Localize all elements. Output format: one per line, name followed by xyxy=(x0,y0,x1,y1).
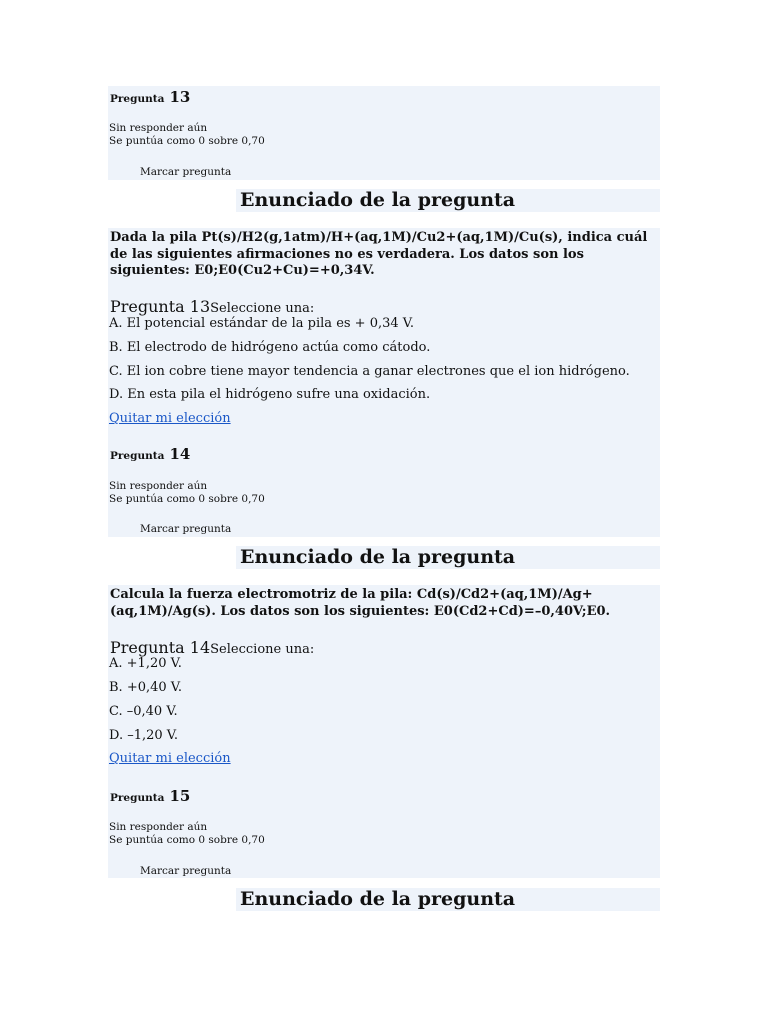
question-heading: Enunciado de la pregunta xyxy=(240,546,516,568)
question-heading: Enunciado de la pregunta xyxy=(240,888,516,910)
answer-option-a[interactable]: A. El potencial estándar de la pila es + 0,34 V. xyxy=(109,316,415,331)
question-status: Sin responder aún xyxy=(109,821,208,833)
question-status: Sin responder aún xyxy=(109,480,208,492)
answer-option-b[interactable]: B. El electrodo de hidrógeno actúa como cátodo. xyxy=(109,340,431,355)
answer-option-d[interactable]: D. –1,20 V. xyxy=(109,728,179,743)
answer-option-a[interactable]: A. +1,20 V. xyxy=(109,656,182,671)
question-score: Se puntúa como 0 sobre 0,70 xyxy=(109,834,265,846)
clear-choice-link[interactable]: Quitar mi elección xyxy=(109,411,231,426)
question-number-value: 13 xyxy=(169,88,191,106)
question-label: Pregunta xyxy=(110,792,165,804)
question-stem: Dada la pila Pt(s)/H2(g,1atm)/H+(aq,1M)/Cu2+(aq,1M)/Cu(s), indica cuál de las siguientes afirmaciones no es verdadera. Los datos son los siguientes: E0;E0(Cu2+Cu)=+0,34V. xyxy=(110,230,648,278)
clear-choice-link[interactable]: Quitar mi elección xyxy=(109,751,231,766)
flag-question-button[interactable]: Marcar pregunta xyxy=(140,865,232,877)
question-number xyxy=(110,87,190,106)
answer-option-c[interactable]: C. El ion cobre tiene mayor tendencia a ganar electrones que el ion hidrógeno. xyxy=(109,364,630,379)
question-score: Se puntúa como 0 sobre 0,70 xyxy=(109,493,265,505)
answer-option-d[interactable]: D. En esta pila el hidrógeno sufre una oxidación. xyxy=(109,387,431,402)
question-label: Pregunta xyxy=(110,93,165,105)
flag-question-button[interactable]: Marcar pregunta xyxy=(140,166,232,178)
prompt-question-label: Pregunta 14 xyxy=(110,638,211,657)
question-label: Pregunta xyxy=(110,450,165,462)
answer-option-b[interactable]: B. +0,40 V. xyxy=(109,680,183,695)
question-number xyxy=(110,444,190,463)
flag-question-button[interactable]: Marcar pregunta xyxy=(140,523,232,535)
question-number-value: 14 xyxy=(169,445,191,463)
question-score: Se puntúa como 0 sobre 0,70 xyxy=(109,135,265,147)
prompt-question-label: Pregunta 13 xyxy=(110,297,211,316)
question-status: Sin responder aún xyxy=(109,122,208,134)
prompt-select-one: Seleccione una: xyxy=(210,301,315,316)
answer-prompt xyxy=(110,297,314,316)
prompt-select-one: Seleccione una: xyxy=(210,642,315,657)
question-number xyxy=(110,786,190,805)
answer-prompt xyxy=(110,638,314,657)
answer-option-c[interactable]: C. –0,40 V. xyxy=(109,704,178,719)
question-heading: Enunciado de la pregunta xyxy=(240,189,516,211)
question-number-value: 15 xyxy=(169,787,191,805)
question-stem: Calcula la fuerza electromotriz de la pila: Cd(s)/Cd2+(aq,1M)/Ag+(aq,1M)/Ag(s). Los datos son los siguientes: E0(Cd2+Cd)=–0,40V;E0. xyxy=(110,587,611,619)
